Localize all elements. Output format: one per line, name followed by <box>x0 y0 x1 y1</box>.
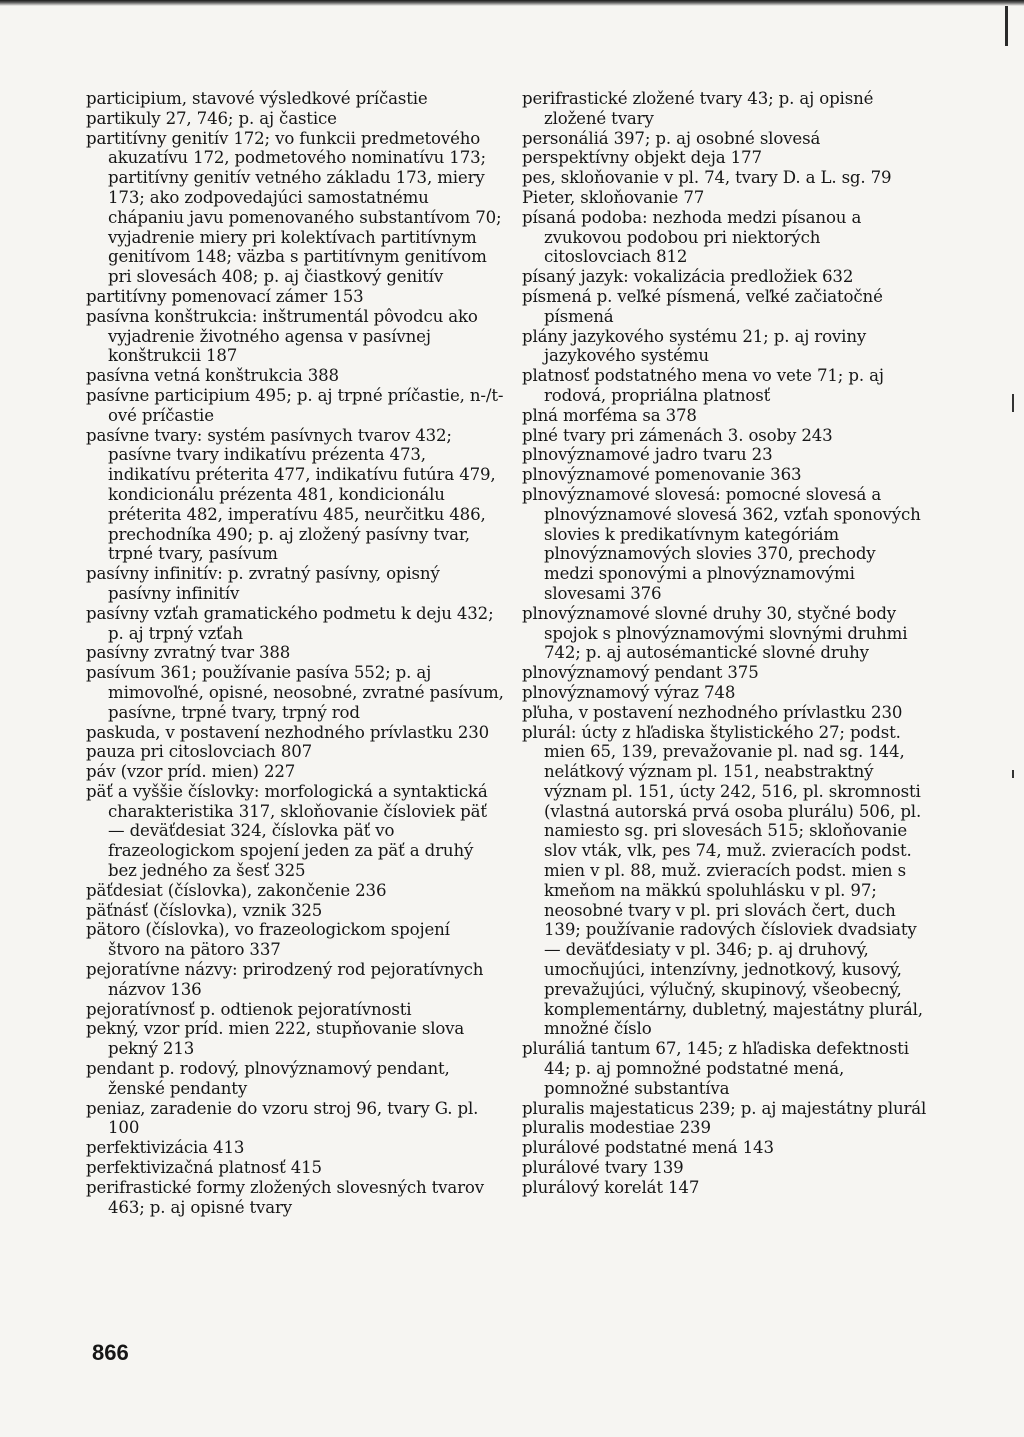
index-entry: personáliá 397; p. aj osobné slovesá <box>522 128 821 148</box>
index-column-left <box>86 89 504 1217</box>
index-entry: plurálové podstatné mená 143 <box>522 1138 774 1158</box>
index-entry: plurálový korelát 147 <box>522 1177 700 1197</box>
index-entry: pasívna vetná konštrukcia 388 <box>86 366 339 386</box>
index-entry: pľuha, v postavení nezhodného prívlastku 230 <box>522 702 903 722</box>
index-entry: plnovýznamový výraz 748 <box>522 682 736 702</box>
index-entry: pendant p. rodový, plnovýznamový pendant, ženské pendanty <box>86 1059 450 1098</box>
index-entry: pekný, vzor príd. mien 222, stupňovanie slova pekný 213 <box>86 1019 465 1059</box>
scan-top-edge <box>0 0 1024 6</box>
index-entry: pejoratívne názvy: prirodzený rod pejoratívnych názvov 136 <box>86 960 484 999</box>
index-entry: plnovýznamové slovesá: pomocné slovesá a plnovýznamové slovesá 362, vzťah sponových slovies k predikatívnym kategóriám plnovýznamových slovies 370, prechody medzi sponovými a plnovýznamovými slovesami 376 <box>522 484 921 603</box>
index-entry: partikuly 27, 746; p. aj častice <box>86 108 337 128</box>
index-entry: pasívny zvratný tvar 388 <box>86 643 291 663</box>
index-entry: päťnásť (číslovka), vznik 325 <box>86 900 323 920</box>
index-entry: perifrastické zložené tvary 43; p. aj opisné zložené tvary <box>522 89 874 128</box>
index-entry: písmená p. veľké písmená, veľké začiatočné písmená <box>522 286 883 326</box>
index-entry: pejoratívnosť p. odtienok pejoratívnosti <box>86 999 412 1019</box>
index-entry: pauza pri citoslovciach 807 <box>86 742 313 762</box>
index-entry: pasívny infinitív: p. zvratný pasívny, opisný pasívny infinitív <box>86 564 440 603</box>
index-entry: pluralis majestaticus 239; p. aj majestátny plurál <box>522 1098 927 1118</box>
index-entry: pasívum 361; používanie pasíva 552; p. aj mimovoľné, opisné, neosobné, zvratné pasívum, pasívne, trpné tvary, trpný rod <box>86 663 504 722</box>
index-entry: pasívne tvary: systém pasívnych tvarov 432; pasívne tvary indikatívu prézenta 473, indikatívu préterita 477, indikatívu futúra 479, kondicionálu prézenta 481, kondicionálu préterita 482, imperatívu 485, neurčitku 486, prechodníka 490; p. aj zložený pasívny tvar, trpné tvary, pasívum <box>86 425 496 564</box>
scan-corner-mark <box>1005 6 1008 46</box>
index-entry: perfektivizácia 413 <box>86 1138 245 1158</box>
page-number: 866 <box>92 1340 129 1365</box>
index-entry: pätoro (číslovka), vo frazeologickom spojení štvoro na pätoro 337 <box>86 920 450 960</box>
index-entry: perspektívny objekt deja 177 <box>522 148 762 168</box>
index-entry: platnosť podstatného mena vo vete 71; p. aj rodová, propriálna platnosť <box>522 366 884 405</box>
index-entry: päť a vyššie číslovky: morfologická a syntaktická charakteristika 317, skloňovanie čísloviek päť — deväťdesiat 324, číslovka päť vo frazeologickom spojení jeden za päť a druhý bez jedného za šesť 325 <box>86 781 488 881</box>
index-entry: plurálové tvary 139 <box>522 1158 684 1178</box>
index-entry: perifrastické formy zložených slovesných tvarov 463; p. aj opisné tvary <box>86 1177 484 1217</box>
index-entry: pes, skloňovanie v pl. 74, tvary D. a L. sg. 79 <box>522 168 892 188</box>
margin-mark <box>1012 770 1014 778</box>
margin-mark <box>1012 394 1014 412</box>
index-entry: partitívny genitív 172; vo funkcii predmetového akuzatívu 172, podmetového nominatívu 173; partitívny genitív vetného základu 173, miery 173; ako zodpovedajúci samostatnému chápaniu javu pomenovaného substantívom 70; vyjadrenie miery pri kolektívach partitívnym genitívom 148; väzba s partitívnym genitívom pri slovesách 408; p. aj čiastkový genitív <box>86 128 502 287</box>
index-entry: paskuda, v postavení nezhodného prívlastku 230 <box>86 722 490 742</box>
index-entry: peniaz, zaradenie do vzoru stroj 96, tvary G. pl. 100 <box>86 1098 479 1138</box>
index-entry: plány jazykového systému 21; p. aj roviny jazykového systému <box>522 326 867 366</box>
index-entry: participium, stavové výsledkové príčastie <box>86 89 428 108</box>
index-entry: pasívna konštrukcia: inštrumentál pôvodcu ako vyjadrenie životného agensa v pasívnej konštrukcii 187 <box>86 306 478 366</box>
index-entry: plnovýznamový pendant 375 <box>522 663 759 683</box>
index-entry: plnovýznamové slovné druhy 30, styčné body spojok s plnovýznamovými slovnými druhmi 742; p. aj autosémantické slovné druhy <box>522 603 908 663</box>
index-entry: perfektivizačná platnosť 415 <box>86 1158 322 1178</box>
index-column-right <box>522 89 930 1198</box>
index-entry: plné tvary pri zámenách 3. osoby 243 <box>522 425 833 445</box>
index-entry: pasívny vzťah gramatického podmetu k deju 432; p. aj trpný vzťah <box>86 603 494 643</box>
index-entry: päťdesiat (číslovka), zakončenie 236 <box>86 880 387 900</box>
index-entry: pluráliá tantum 67, 145; z hľadiska defektnosti 44; p. aj pomnožné podstatné mená, pomnožné substantíva <box>522 1039 909 1098</box>
index-entry: plnovýznamové pomenovanie 363 <box>522 465 802 485</box>
index-entry: Pieter, skloňovanie 77 <box>522 187 705 207</box>
index-entry: písaný jazyk: vokalizácia predložiek 632 <box>522 267 854 287</box>
index-entry: pasívne participium 495; p. aj trpné príčastie, n-/t-ové príčastie <box>86 385 504 425</box>
index-entry: páv (vzor príd. mien) 227 <box>86 762 296 782</box>
index-entry: písaná podoba: nezhoda medzi písanou a zvukovou podobou pri niektorých citoslovciach 812 <box>522 207 862 267</box>
index-entry: plnovýznamové jadro tvaru 23 <box>522 445 773 465</box>
index-entry: partitívny pomenovací zámer 153 <box>86 286 364 306</box>
index-entry: plurál: úcty z hľadiska štylistického 27; podst. mien 65, 139, prevažovanie pl. nad sg. 144, nelátkový význam pl. 151, neabstraktný význam pl. 151, úcty 242, 516, pl. skromnosti (vlastná autorská prvá osoba plurálu) 506, pl. namiesto sg. pri slovesách 515; skloňovanie slov vták, vlk, pes 74, muž. zvieracích podst. mien v pl. 88, muž. zvieracích podst. mien s kmeňom na mäkkú spoluhlásku v pl. 97; neosobné tvary v pl. pri slovách čert, duch 139; používanie radových čísloviek dvadsiaty — deväťdesiaty v pl. 346; p. aj druhový, umocňujúci, intenzívny, jednotkový, kusový, prevažujúci, výlučný, skupinový, všeobecný, komplementárny, dubletný, majestátny plurál, množné číslo <box>522 722 923 1039</box>
index-entry: plná morféma sa 378 <box>522 405 697 425</box>
index-entry: pluralis modestiae 239 <box>522 1118 711 1138</box>
